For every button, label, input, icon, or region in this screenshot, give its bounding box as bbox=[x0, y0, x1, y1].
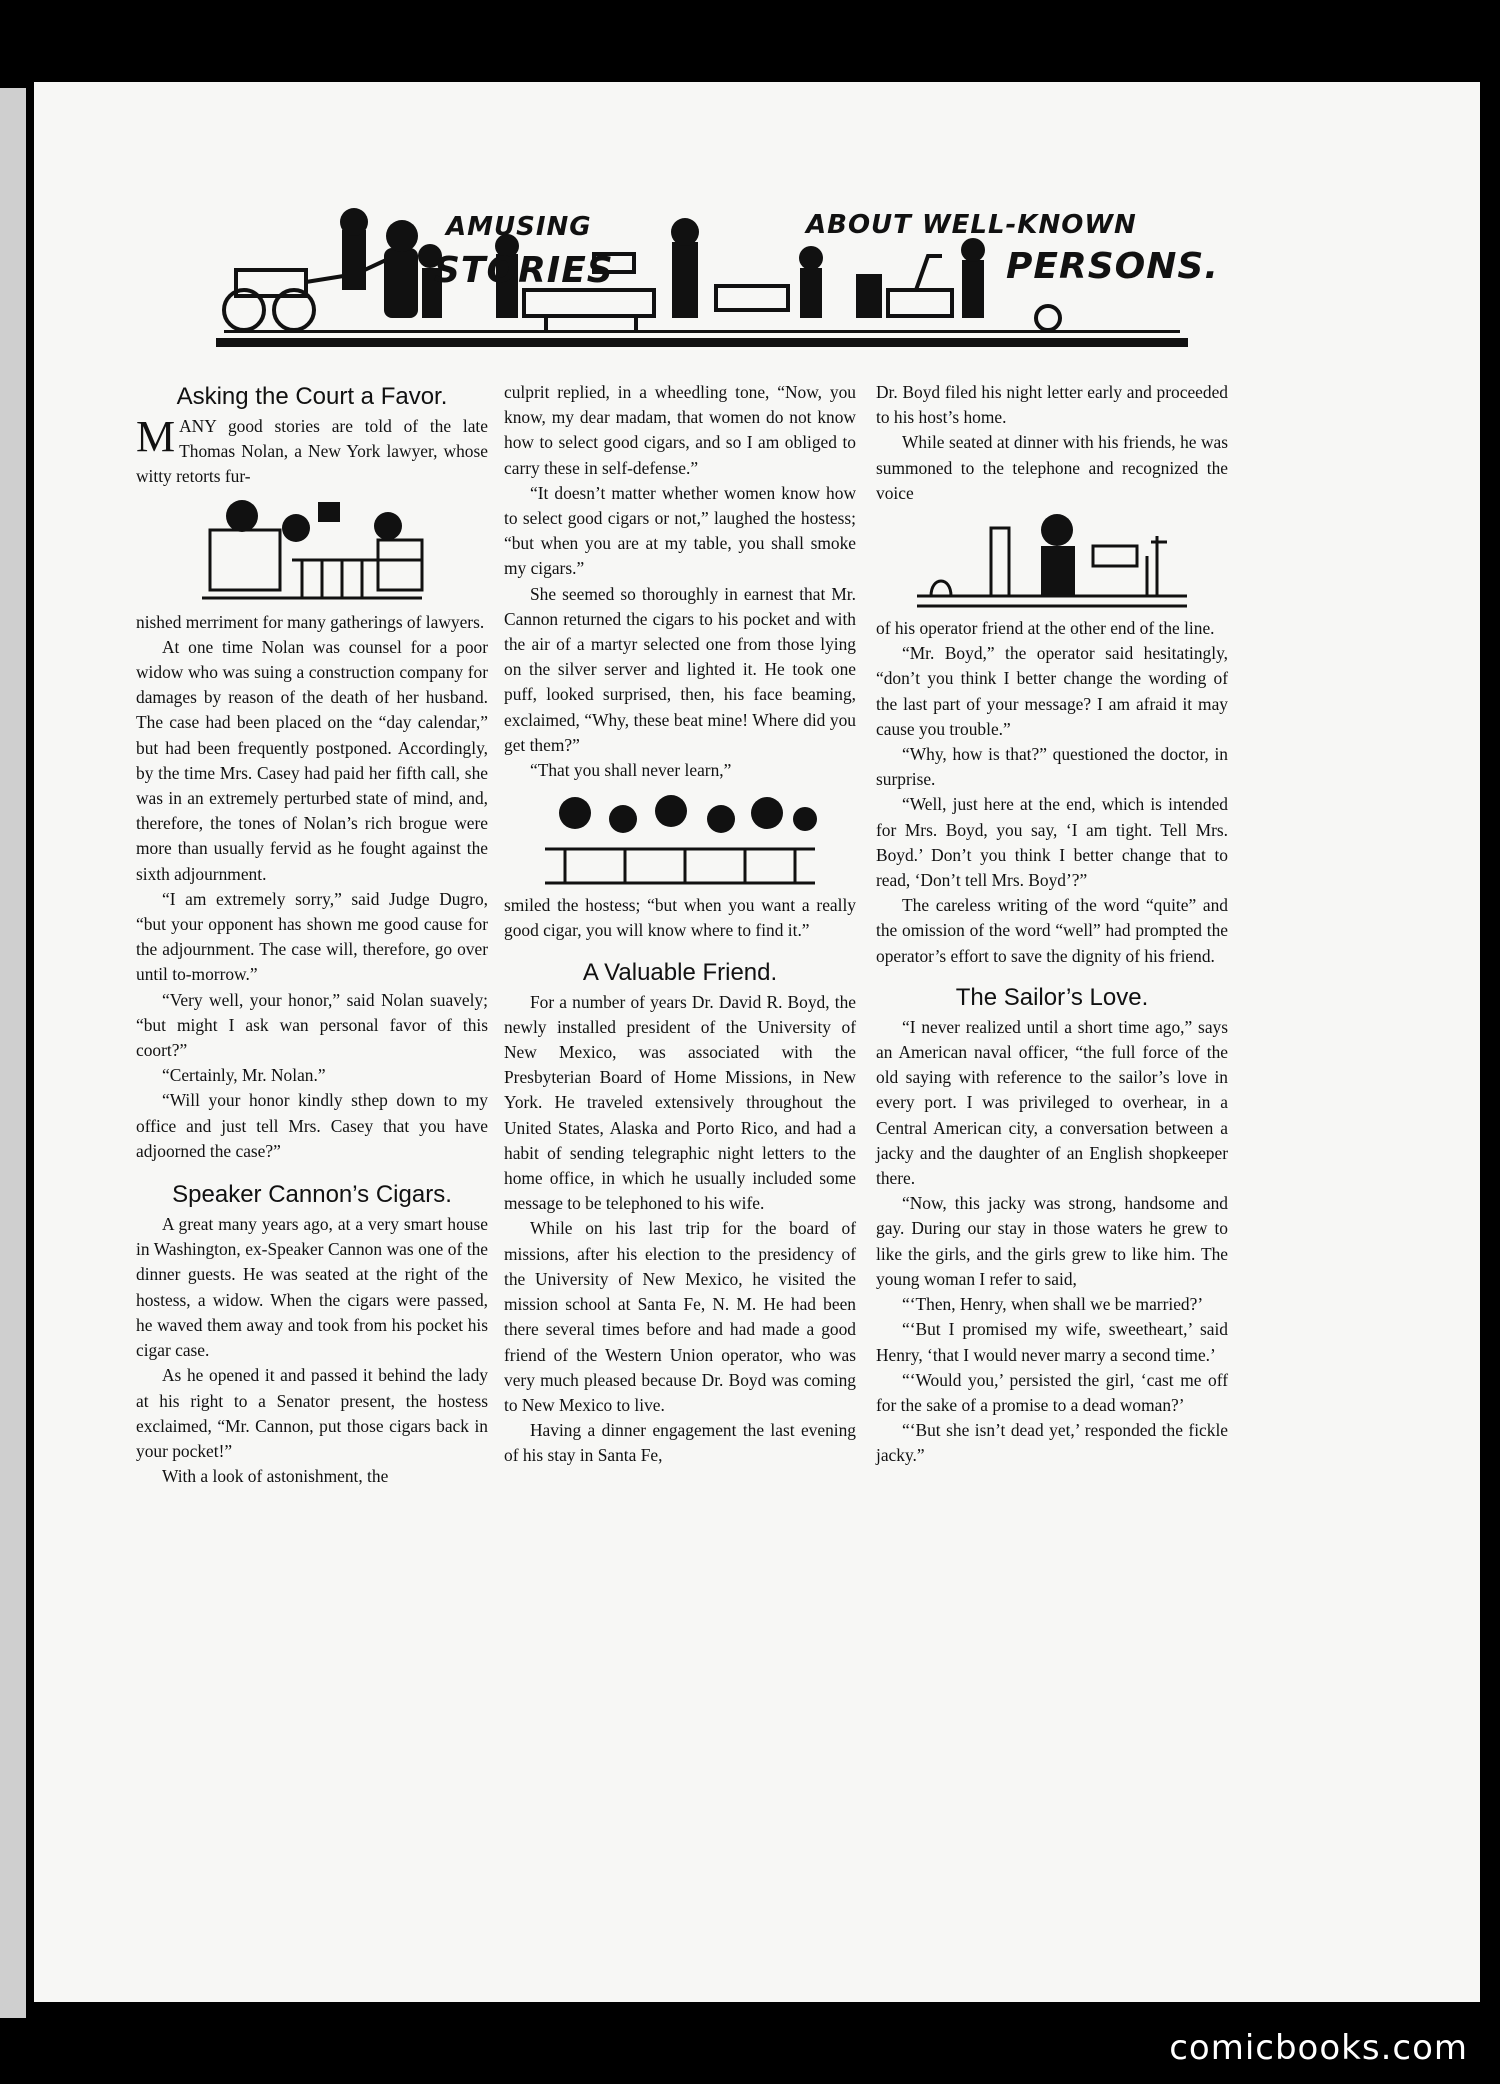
paragraph: With a look of astonishment, the bbox=[162, 1466, 389, 1487]
telegraph-office-illustration bbox=[907, 506, 1197, 616]
paragraph: “I never realized until a short time ago,” says an American naval officer, “the full force of the old saying with reference to the sailor’s love in every port. I was privileged to overhear, in a Central American city, a conversation between a jacky and the daughter of an English shopkeeper there. bbox=[876, 1016, 1228, 1189]
paragraph: nished merriment for many gatherings of lawyers. bbox=[136, 611, 485, 632]
banner-word-stories: STORIES bbox=[434, 250, 614, 291]
paragraph: of his operator friend at the other end of the line. bbox=[876, 618, 1215, 639]
article-title-cannon-cigars: Speaker Cannon’s Cigars. bbox=[172, 1181, 452, 1209]
paragraph: “It doesn’t matter whether women know how to select good cigars or not,” laughed the hostess; “but when you are at my table, you shall smoke my cigars.” bbox=[504, 482, 856, 579]
column-3 bbox=[876, 380, 1228, 1469]
paragraph: “‘But she isn’t dead yet,’ responded the fickle jacky.” bbox=[876, 1420, 1228, 1466]
paragraph: For a number of years Dr. David R. Boyd, the newly installed president of the University of New Mexico, was associated with the Presbyterian Board of Home Missions, in New York. He traveled extensively throughout the United States, Alaska and Porto Rico, and had a habit of sending telegraphic night letters to the home office, in which he usually included some message to be telephoned to his wife. bbox=[504, 991, 856, 1214]
paragraph: “Certainly, Mr. Nolan.” bbox=[162, 1065, 326, 1086]
drop-cap: M bbox=[136, 412, 176, 461]
paragraph: “Very well, your honor,” said Nolan suavely; “but might I ask wan personal favor of this coort?” bbox=[136, 989, 488, 1061]
paragraph: The careless writing of the word “quite” and the omission of the word “well” had prompted the operator’s effort to save the dignity of his friend. bbox=[876, 895, 1228, 966]
header-banner bbox=[216, 190, 1219, 360]
paragraph: smiled the hostess; “but when you want a really good cigar, you will know where to find it.” bbox=[504, 895, 856, 941]
paragraph: As he opened it and passed it behind the lady at his right to a Senator present, the hostess exclaimed, “Mr. Cannon, put those cigars back in your pocket!” bbox=[136, 1365, 488, 1461]
banner-word-about-well-known: ABOUT WELL-KNOWN bbox=[806, 210, 1137, 240]
book-spine bbox=[0, 88, 26, 2018]
column-2 bbox=[504, 380, 856, 1469]
paragraph: “Will your honor kindly sthep down to my office and just tell Mrs. Casey that you have adjoorned the case?” bbox=[136, 1090, 488, 1161]
paragraph: “Why, how is that?” questioned the doctor, in surprise. bbox=[876, 744, 1228, 790]
paragraph: At one time Nolan was counsel for a poor widow who was suing a construction company for damages by reason of the death of her husband. The case had been placed on the “day calendar,” but had been frequently postponed. Accordingly, by the time Mrs. Casey had paid her fifth call, she was in an extremely perturbed state of mind, and, therefore, the tones of Nolan’s rich brogue were more than usually fervid as he fought against the sixth adjournment. bbox=[136, 636, 488, 884]
paragraph: “Well, just here at the end, which is intended for Mrs. Boyd, you say, ‘I am tight. Tell Mrs. Boyd.’ Don’t you think I better change that to read, ‘Don’t tell Mrs. Boyd’?” bbox=[876, 794, 1228, 891]
paragraph: While seated at dinner with his friends, he was summoned to the telephone and recognized the voice bbox=[876, 432, 1228, 503]
paragraph: “‘But I promised my wife, sweetheart,’ said Henry, ‘that I would never marry a second time.’ bbox=[876, 1319, 1228, 1365]
paragraph: “Now, this jacky was strong, handsome and gay. During our stay in those waters he grew to like the girls, and the girls grew to like him. The young woman I refer to said, bbox=[876, 1193, 1228, 1289]
paragraph: Dr. Boyd filed his night letter early and proceeded to his host’s home. bbox=[876, 382, 1228, 428]
paragraph: “Mr. Boyd,” the operator said hesitatingly, “don’t you think I better change the wording of the last part of your message? I am afraid it may cause you trouble.” bbox=[876, 643, 1228, 739]
paragraph: “‘Would you,’ persisted the girl, ‘cast me off for the sake of a promise to a dead woman?’ bbox=[876, 1369, 1228, 1415]
dinner-table-illustration bbox=[535, 783, 825, 893]
site-watermark: comicbooks.com bbox=[1169, 2028, 1468, 2068]
banner-word-persons: PERSONS. bbox=[1006, 246, 1219, 287]
paragraph: “‘Then, Henry, when shall we be married?’ bbox=[902, 1294, 1204, 1315]
courtroom-illustration bbox=[192, 490, 432, 610]
article-title-court-favor: Asking the Court a Favor. bbox=[176, 383, 448, 410]
article-title-sailors-love: The Sailor’s Love. bbox=[955, 983, 1149, 1011]
paragraph: “I am extremely sorry,” said Judge Dugro, “but your opponent has shown me good cause for the adjournment. The case will, therefore, go over until to-morrow.” bbox=[136, 888, 488, 985]
paragraph: While on his last trip for the board of missions, after his election to the presidency of the University of New Mexico, he visited the mission school at Santa Fe, N. M. He had been there several times before and had made a good friend of the Western Union operator, who was very much pleased because Dr. Boyd was coming to New Mexico to live. bbox=[504, 1218, 856, 1415]
paragraph: Having a dinner engagement the last evening of his stay in Santa Fe, bbox=[504, 1420, 856, 1466]
article-title-valuable-friend: A Valuable Friend. bbox=[582, 958, 778, 986]
paragraph: MANY good stories are told of the late Thomas Nolan, a New York lawyer, whose witty retorts fur- bbox=[136, 412, 488, 487]
paragraph: “That you shall never learn,” bbox=[530, 760, 732, 781]
banner-word-amusing: AMUSING bbox=[446, 212, 592, 242]
paragraph: culprit replied, in a wheedling tone, “Now, you know, my dear madam, that women do not know how to select good cigars, and so I am obliged to carry these in self-defense.” bbox=[504, 382, 856, 478]
paragraph: A great many years ago, at a very smart house in Washington, ex-Speaker Cannon was one of the dinner guests. He was seated at the right of the hostess, a widow. When the cigars were passed, he waved them away and took from his pocket his cigar case. bbox=[136, 1214, 488, 1361]
paragraph: She seemed so thoroughly in earnest that Mr. Cannon returned the cigars to his pocket and with the air of a martyr selected one from those lying on the silver server and lighted it. He took one puff, looked surprised, then, his face beaming, exclaimed, “Why, these beat mine! Where did you get them?” bbox=[504, 583, 856, 755]
column-1 bbox=[136, 380, 488, 1489]
